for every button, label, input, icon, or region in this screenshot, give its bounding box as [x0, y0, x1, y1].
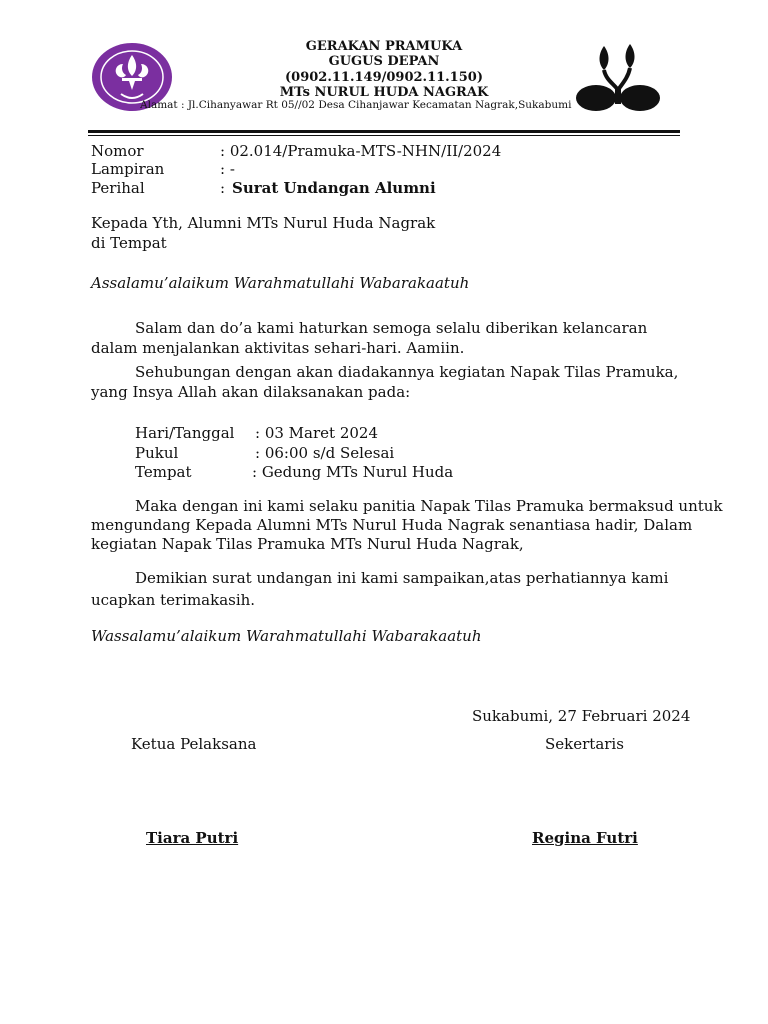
tunas-kelapa-icon — [574, 40, 662, 114]
lampiran-value: : - — [220, 160, 235, 178]
event-time-label: Pukul — [135, 444, 179, 462]
unit-number: (0902.11.149/0902.11.150) — [285, 70, 483, 85]
paragraph-line: kegiatan Napak Tilas Pramuka MTs Nurul Huda Nagrak, — [91, 535, 524, 553]
paragraph-line: yang Insya Allah akan dilaksanakan pada: — [91, 383, 411, 401]
opening-greeting: Assalamu’alaikum Warahmatullahi Wabarakaatuh — [91, 274, 470, 292]
unit-name: GUGUS DEPAN — [328, 54, 440, 69]
recipient-line: Kepada Yth, Alumni MTs Nurul Huda Nagrak — [91, 214, 436, 232]
paragraph-line: Sehubungan dengan akan diadakannya kegiatan Napak Tilas Pramuka, — [135, 363, 679, 381]
closing-greeting: Wassalamu’alaikum Warahmatullahi Wabarakaatuh — [91, 627, 482, 645]
event-date-label: Hari/Tanggal — [135, 424, 235, 442]
paragraph-line: Maka dengan ini kami selaku panitia Napak Tilas Pramuka bermaksud untuk — [135, 497, 723, 515]
perihal-value: Surat Undangan Alumni — [232, 179, 436, 197]
school-name: MTs NURUL HUDA NAGRAK — [279, 85, 489, 100]
org-name: GERAKAN PRAMUKA — [305, 39, 463, 54]
event-place-value: : Gedung MTs Nurul Huda — [252, 463, 454, 481]
paragraph-line: dalam menjalankan aktivitas sehari-hari. Aamiin. — [91, 339, 465, 357]
place-date: Sukabumi, 27 Februari 2024 — [472, 707, 691, 725]
right-signer-name: Regina Futri — [532, 829, 638, 847]
perihal-colon: : — [220, 179, 226, 197]
left-signer-title: Ketua Pelaksana — [131, 735, 257, 753]
paragraph-line: Salam dan do’a kami haturkan semoga selalu diberikan kelancaran — [135, 319, 648, 337]
paragraph-line: Demikian surat undangan ini kami sampaikan,atas perhatiannya kami — [135, 569, 669, 587]
nomor-value: : 02.014/Pramuka-MTS-NHN/II/2024 — [220, 142, 502, 160]
event-time-value: : 06:00 s/d Selesai — [255, 444, 395, 462]
right-signer-title: Sekertaris — [545, 735, 624, 753]
nomor-label: Nomor — [91, 142, 144, 160]
lampiran-label: Lampiran — [91, 160, 165, 178]
address: Alamat : Jl.Cihanyawar Rt 05//02 Desa Cihanjawar Kecamatan Nagrak,Sukabumi — [140, 99, 572, 111]
event-place-label: Tempat — [135, 463, 192, 481]
event-date-value: : 03 Maret 2024 — [255, 424, 378, 442]
recipient-place: di Tempat — [91, 234, 167, 252]
header-divider — [88, 130, 680, 133]
header-divider-thin — [88, 135, 680, 136]
left-signer-name: Tiara Putri — [146, 829, 239, 847]
paragraph-line: mengundang Kepada Alumni MTs Nurul Huda Nagrak senantiasa hadir, Dalam — [91, 516, 693, 534]
paragraph-line: ucapkan terimakasih. — [91, 591, 256, 609]
perihal-label: Perihal — [91, 179, 145, 197]
